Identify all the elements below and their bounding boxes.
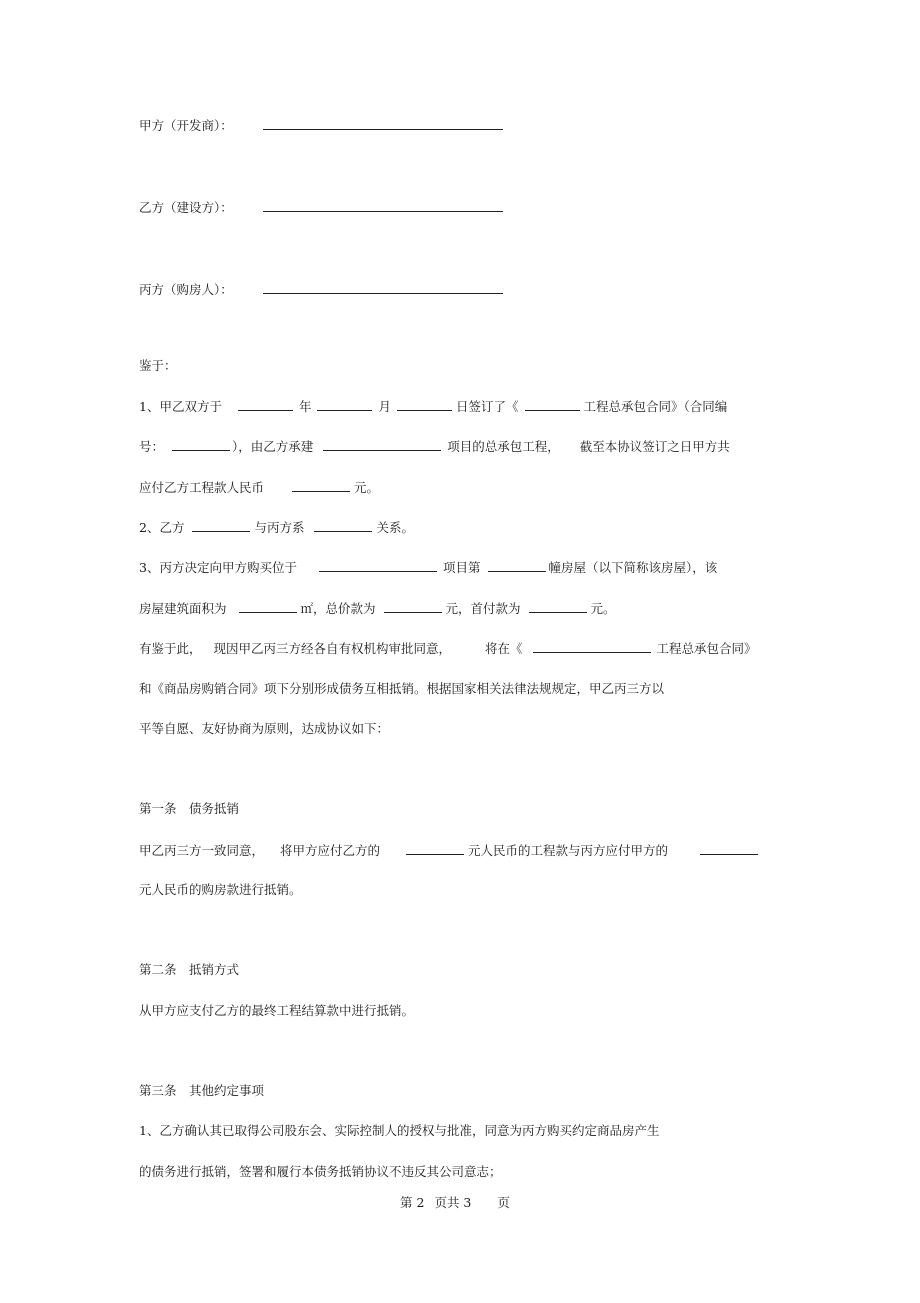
article1-line1 (139, 842, 760, 859)
text: 房屋建筑面积为 (139, 601, 227, 616)
footer-text: 页共 3 (434, 1195, 472, 1210)
blank-project[interactable] (323, 438, 441, 451)
blank-offset-amount[interactable] (406, 842, 464, 855)
text: 甲乙丙三方一致同意， (139, 843, 265, 858)
blank-field[interactable] (263, 117, 503, 130)
text: 工程总承包合同》 (656, 641, 757, 656)
item1-line3 (139, 479, 379, 496)
item1-line1 (139, 398, 727, 415)
party-buyer (139, 281, 505, 298)
text: 日签订了《 (456, 399, 519, 414)
blank-contract[interactable] (525, 398, 580, 411)
text: 截至本协议签订之日甲方共 (579, 439, 730, 454)
blank-location[interactable] (319, 559, 437, 572)
text: ），由乙方承建 (232, 439, 314, 454)
footer-text: 第 2 (400, 1195, 425, 1210)
blank-contract-name[interactable] (533, 640, 651, 653)
text: 现因甲乙丙三方经各自有权机构审批同意， (213, 641, 452, 656)
item3-line1 (139, 559, 717, 576)
text: 元人民币的工程款与丙方应付甲方的 (468, 843, 669, 858)
blank-field[interactable] (263, 199, 503, 212)
article3-line1: 1、乙方确认其已取得公司股东会、实际控制人的授权与批准，同意为丙方购买约定商品房产生 (139, 1123, 660, 1138)
article3-title: 第三条 其他约定事项 (139, 1083, 265, 1098)
blank-month[interactable] (317, 398, 372, 411)
text: 关系。 (376, 520, 414, 535)
blank-area[interactable] (239, 600, 297, 613)
article2-line1: 从甲方应支付乙方的最终工程结算款中进行抵销。 (139, 1003, 415, 1018)
blank-down-payment[interactable] (529, 600, 587, 613)
text: 2、乙方 (139, 520, 185, 535)
text: 项目第 (442, 560, 481, 575)
article1-title: 第一条 债务抵销 (139, 801, 240, 816)
party-developer (139, 117, 505, 134)
preamble-line3: 平等自愿、友好协商为原则，达成协议如下： (139, 721, 390, 736)
footer-text: 页 (497, 1195, 510, 1210)
item2 (139, 519, 414, 536)
article3-line2: 的债务进行抵销，签署和履行本债务抵销协议不违反其公司意志； (139, 1164, 502, 1179)
text: 应付乙方工程款人民币 (139, 480, 265, 495)
party-builder (139, 199, 505, 216)
item3-line2 (139, 600, 616, 617)
article2-title: 第二条 抵销方式 (139, 962, 240, 977)
article1-line2: 元人民币的购房款进行抵销。 (139, 882, 302, 897)
text: 有鉴于此， (139, 641, 202, 656)
blank-field[interactable] (263, 281, 503, 294)
text: 与丙方系 (254, 520, 305, 535)
text: 项目的总承包工程， (447, 439, 560, 454)
blank-contract-no[interactable] (172, 438, 230, 451)
blank-day[interactable] (397, 398, 452, 411)
text: 3、丙方决定向甲方购买位于 (139, 560, 297, 575)
blank-building-no[interactable] (488, 559, 546, 572)
preamble-line2: 和《商品房购销合同》项下分别形成债务互相抵销。根据国家相关法律法规规定，甲乙丙三方以 (139, 681, 665, 696)
party-label: 丙方（购房人）： (139, 282, 233, 297)
text: 元。 (354, 480, 380, 495)
blank-year[interactable] (238, 398, 293, 411)
page-footer (400, 1193, 510, 1211)
text: 元，首付款为 (445, 601, 521, 616)
item1-line2 (139, 438, 730, 455)
preamble-line1 (139, 640, 757, 657)
text: 工程总承包合同》（合同编 (583, 399, 728, 414)
blank-total-price[interactable] (384, 600, 442, 613)
party-label: 乙方（建设方）： (139, 200, 233, 215)
text: ㎡，总价款为 (300, 601, 376, 616)
text: 月 (378, 399, 391, 414)
text: 将在《 (485, 641, 523, 656)
text: 号： (139, 439, 165, 454)
blank-relation-a[interactable] (192, 519, 250, 532)
text: 幢房屋（以下简称该房屋），该 (548, 560, 718, 575)
whereas-heading: 鉴于： (139, 358, 177, 373)
text: 年 (298, 399, 312, 414)
text: 1、甲乙双方于 (139, 399, 222, 414)
blank-relation-b[interactable] (314, 519, 372, 532)
blank-purchase-amount[interactable] (700, 842, 758, 855)
party-label: 甲方（开发商）： (139, 118, 233, 133)
blank-amount[interactable] (292, 479, 350, 492)
text: 将甲方应付乙方的 (280, 843, 381, 858)
text: 元。 (590, 601, 616, 616)
